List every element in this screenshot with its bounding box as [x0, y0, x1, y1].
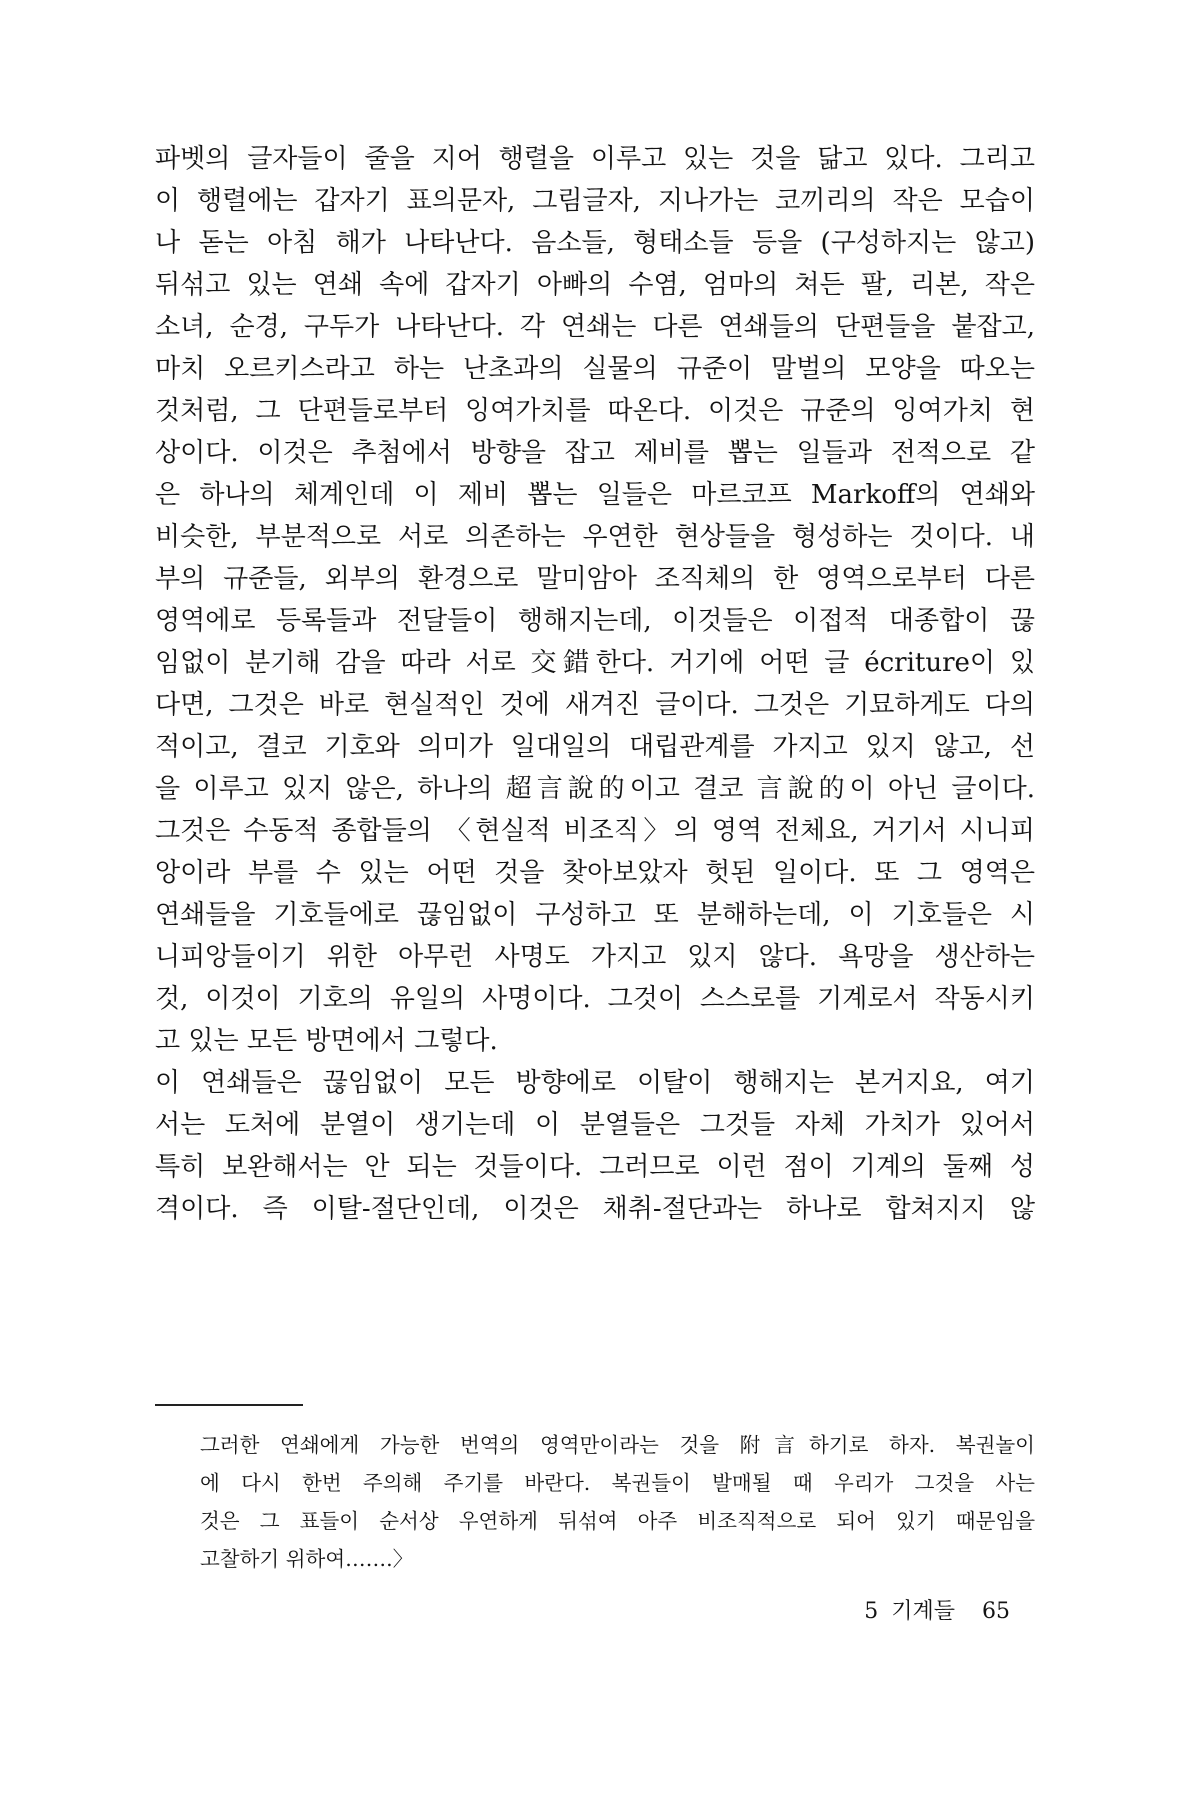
body-line: 다면, 그것은 바로 현실적인 것에 새겨진 글이다. 그것은 기묘하게도 다의 — [155, 690, 1035, 720]
body-line: 그것은 수동적 종합들의 〈현실적 비조직〉의 영역 전체요, 거기서 시니피 — [155, 816, 1035, 846]
body-line: 격이다. 즉 이탈-절단인데, 이것은 채취-절단과는 하나로 합쳐지지 않 — [155, 1194, 1035, 1224]
body-line: 이 연쇄들은 끊임없이 모든 방향에로 이탈이 행해지는 본거지요, 여기 — [155, 1068, 1035, 1098]
body-line: 을 이루고 있지 않은, 하나의 超言說的이고 결코 言說的이 아닌 글이다. — [155, 774, 1035, 804]
footnote-line: 그러한 연쇄에게 가능한 번역의 영역만이라는 것을 附言하기로 하자. 복권놀이 — [200, 1433, 1035, 1457]
body-line: 서는 도처에 분열이 생기는데 이 분열들은 그것들 자체 가치가 있어서 — [155, 1110, 1035, 1140]
body-line: 니피앙들이기 위한 아무런 사명도 가지고 있지 않다. 욕망을 생산하는 — [155, 942, 1035, 972]
footnote-line: 에 다시 한번 주의해 주기를 바란다. 복권들이 발매될 때 우리가 그것을 사는 — [200, 1471, 1035, 1495]
body-line: 연쇄들을 기호들에로 끊임없이 구성하고 또 분해하는데, 이 기호들은 시 — [155, 900, 1035, 930]
body-line: 비슷한, 부분적으로 서로 의존하는 우연한 현상들을 형성하는 것이다. 내 — [155, 522, 1035, 552]
body-line: 뒤섞고 있는 연쇄 속에 갑자기 아빠의 수염, 엄마의 쳐든 팔, 리본, 작은 — [155, 270, 1035, 300]
body-line: 것, 이것이 기호의 유일의 사명이다. 그것이 스스로를 기계로서 작동시키 — [155, 984, 1035, 1014]
body-line: 앙이라 부를 수 있는 어떤 것을 찾아보았자 헛된 일이다. 또 그 영역은 — [155, 858, 1035, 888]
footnote — [200, 1426, 1035, 1578]
body-line: 부의 규준들, 외부의 환경으로 말미암아 조직체의 한 영역으로부터 다른 — [155, 564, 1035, 594]
footnote-divider — [155, 1404, 303, 1406]
body-line: 특히 보완해서는 안 되는 것들이다. 그러므로 이런 점이 기계의 둘째 성 — [155, 1152, 1035, 1182]
footnote-line: 고찰하기 위하여…….〉 — [200, 1547, 414, 1571]
body-line: 나 돋는 아침 해가 나타난다. 음소들, 형태소들 등을 (구성하지는 않고) — [155, 228, 1035, 258]
body-line: 은 하나의 체계인데 이 제비 뽑는 일들은 마르코프 Markoff의 연쇄와 — [155, 480, 1035, 510]
running-footer — [864, 1597, 1010, 1627]
chapter-title: 5 기계들 — [864, 1599, 955, 1624]
body-line: 것처럼, 그 단편들로부터 잉여가치를 따온다. 이것은 규준의 잉여가치 현 — [155, 396, 1035, 426]
body-line: 상이다. 이것은 추첨에서 방향을 잡고 제비를 뽑는 일들과 전적으로 같 — [155, 438, 1035, 468]
body-line: 소녀, 순경, 구두가 나타난다. 각 연쇄는 다른 연쇄들의 단편들을 붙잡고, — [155, 312, 1035, 342]
body-line: 고 있는 모든 방면에서 그렇다. — [155, 1026, 498, 1056]
body-line: 마치 오르키스라고 하는 난초과의 실물의 규준이 말벌의 모양을 따오는 — [155, 354, 1035, 384]
body-line: 영역에로 등록들과 전달들이 행해지는데, 이것들은 이접적 대종합이 끊 — [155, 606, 1035, 636]
body-line: 임없이 분기해 감을 따라 서로 交錯한다. 거기에 어떤 글 écriture이 있 — [155, 648, 1035, 678]
footnote-line: 것은 그 표들이 순서상 우연하게 뒤섞여 아주 비조직적으로 되어 있기 때문임을 — [200, 1509, 1035, 1533]
body-line: 이 행렬에는 갑자기 표의문자, 그림글자, 지나가는 코끼리의 작은 모습이 — [155, 186, 1035, 216]
body-text — [155, 138, 1035, 1230]
body-line: 파벳의 글자들이 줄을 지어 행렬을 이루고 있는 것을 닮고 있다. 그리고 — [155, 144, 1035, 174]
body-line: 적이고, 결코 기호와 의미가 일대일의 대립관계를 가지고 있지 않고, 선 — [155, 732, 1035, 762]
page-number: 65 — [982, 1599, 1010, 1624]
